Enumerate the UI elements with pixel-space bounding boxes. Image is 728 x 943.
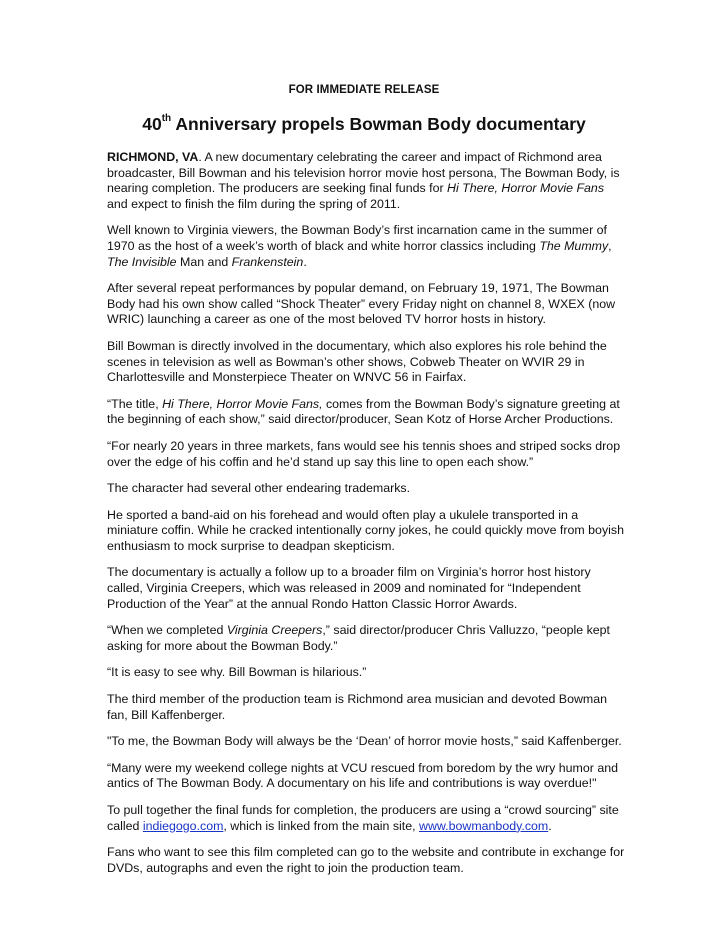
paragraph-7: The character had several other endearing trademarks.: [107, 481, 411, 496]
film-title: The Mummy: [539, 238, 609, 253]
bowmanbody-link[interactable]: www.bowmanbody.com: [419, 818, 549, 833]
paragraph-1: RICHMOND, VA. A new documentary celebrating the career and impact of Richmond area broadcaster, Bill Bowman and his television horror movie host persona, The Bowman Body, is nearing completion. The producers are seeking final funds for Hi There, Horror Movie Fans and expect to finish the film during the spring of 2011.: [107, 150, 620, 211]
paragraph-8: He sported a band-aid on his forehead and would often play a ukulele transported in a miniature coffin. While he cracked intentionally corny jokes, he could quickly move from boyish enthusiasm to mock surprise to deadpan skepticism.: [107, 507, 624, 553]
film-title: Virginia Creepers: [226, 623, 323, 638]
dateline: RICHMOND, VA: [107, 150, 199, 164]
release-label: FOR IMMEDIATE RELEASE: [288, 84, 440, 96]
film-title: The Invisible: [107, 254, 177, 269]
paragraph-6: “For nearly 20 years in three markets, fans would see his tennis shoes and striped socks drop over the edge of his coffin and he’d stand up say this line to open each show.”: [107, 438, 621, 469]
article-body: [107, 150, 627, 887]
film-title: Hi There, Horror Movie Fans,: [162, 396, 323, 411]
paragraph-10: “When we completed Virginia Creepers,” said director/producer Chris Valluzzo, “people kept asking for more about the Bowman Body.”: [107, 623, 610, 653]
paragraph-5: “The title, Hi There, Horror Movie Fans, comes from the Bowman Body’s signature greeting at the beginning of each show,” said director/producer, Sean Kotz of Horse Archer Productions.: [107, 396, 620, 427]
paragraph-16: Fans who want to see this film completed can go to the website and contribute in exchange for DVDs, autographs and even the right to join the production team.: [107, 845, 625, 875]
paragraph-13: "To me, the Bowman Body will always be the ‘Dean’ of horror movie hosts,” said Kaffenberger.: [107, 734, 622, 749]
paragraph-15: To pull together the final funds for completion, the producers are using a “crowd sourcing” site called indiegogo.com, which is linked from the main site, www.bowmanbody.com.: [107, 803, 619, 833]
paragraph-14: “Many were my weekend college nights at VCU rescued from boredom by the wry humor and antics of The Bowman Body. A documentary on his life and contributions is way overdue!": [107, 760, 618, 791]
paragraph-11: “It is easy to see why. Bill Bowman is hilarious.”: [107, 665, 367, 680]
paragraph-3: After several repeat performances by popular demand, on February 19, 1971, The Bowman Body had his own show called “Shock Theater” every Friday night on channel 8, WXEX (now WRIC) launching a career as one of the most beloved TV horror hosts in history.: [107, 281, 616, 327]
headline: [0, 114, 728, 135]
paragraph-4: Bill Bowman is directly involved in the documentary, which also explores his role behind the scenes in television as well as Bowman’s other shows, Cobweb Theater on WVIR 29 in Charlottesville and Monsterpiece Theater on WNVC 56 in Fairfax.: [107, 338, 607, 385]
headline-superscript: th: [161, 113, 172, 125]
film-title: Hi There, Horror Movie Fans: [447, 181, 605, 196]
paragraph-12: The third member of the production team is Richmond area musician and devoted Bowman fan, Bill Kaffenberger.: [107, 692, 608, 722]
indiegogo-link[interactable]: indiegogo.com: [142, 818, 224, 833]
paragraph-9: The documentary is actually a follow up to a broader film on Virginia’s horror host history called, Virginia Creepers, which was released in 2009 and nominated for “Independent Production of the Year” at the annual Rondo Hatton Classic Horror Awards.: [107, 565, 591, 611]
paragraph-2: Well known to Virginia viewers, the Bowman Body’s first incarnation came in the summer of 1970 as the host of a week’s worth of black and white horror classics including The Mummy, The Invisible Man and Frankenstein.: [107, 223, 612, 269]
headline-text: Anniversary propels Bowman Body documentary: [171, 114, 586, 134]
headline-number: 40: [142, 114, 162, 134]
film-title: Frankenstein: [231, 254, 304, 269]
